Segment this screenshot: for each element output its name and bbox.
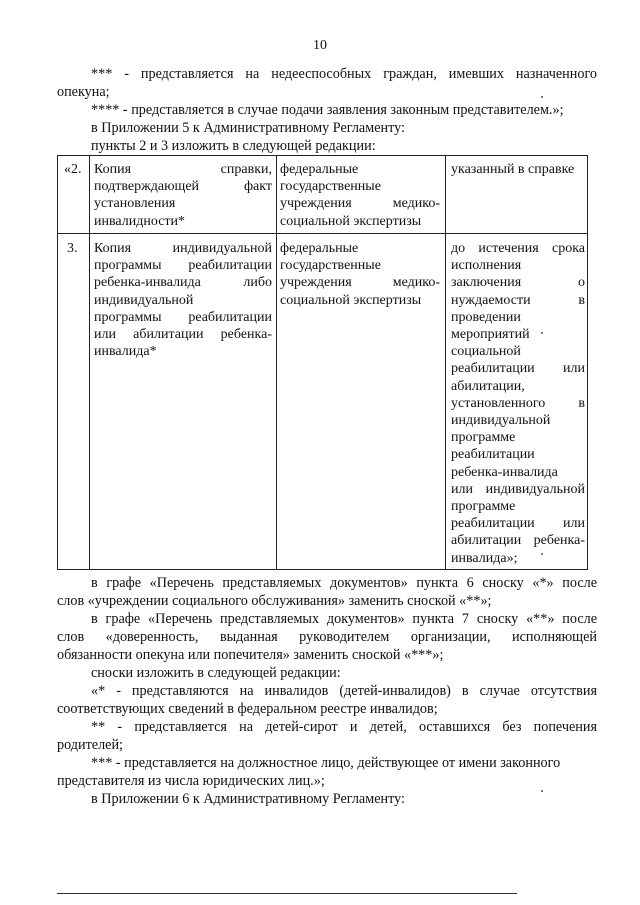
cell-line: федеральные	[280, 162, 359, 177]
row-divider	[58, 233, 587, 234]
cell-line: программы реабилитации	[94, 309, 272, 325]
cell-line: инвалида*	[94, 344, 157, 360]
text-line: в графе «Перечень представляемых документов» пункта 6 сноску «*» после	[91, 575, 597, 591]
text-line: «* - представляются на инвалидов (детей-инвалидов) в случае отсутствия	[91, 683, 597, 699]
page-number: 10	[313, 38, 327, 53]
document-cell	[94, 161, 272, 230]
cell-line: исполнения	[451, 258, 522, 274]
text-line: сноски изложить в следующей редакции:	[91, 665, 341, 681]
organization-cell	[280, 161, 440, 230]
column-divider	[276, 156, 277, 569]
cell-line: или индивидуальной	[451, 481, 585, 497]
documents-table	[57, 155, 588, 570]
cell-line: индивидуальной	[94, 292, 194, 308]
cell-line: инвалида»;	[451, 550, 518, 566]
scan-speck	[541, 790, 543, 792]
scan-speck	[541, 332, 543, 334]
text-line: *** - представляется на должностное лицо, действующее от имени законного	[91, 755, 561, 771]
text-line: обязанности опекуна или попечителя» заменить сноской «***»;	[57, 647, 444, 663]
text-line: слов «доверенность, выданная руководителем организации, исполняющей	[57, 629, 597, 645]
row-number: «2.	[64, 162, 82, 177]
footer-rule	[57, 893, 517, 894]
cell-line: индивидуальной	[451, 413, 551, 429]
cell-line: абилитации ребенка-	[451, 533, 585, 549]
column-divider	[89, 156, 90, 569]
column-divider	[445, 156, 446, 569]
text-line: опекуна;	[57, 84, 110, 100]
cell-line: программе	[451, 499, 516, 515]
cell-line: реабилитации	[451, 447, 535, 463]
cell-line: подтверждающей факт	[94, 179, 272, 195]
text-line: слов «учреждении социального обслуживания» заменить сноской «**»;	[57, 593, 492, 609]
cell-line: до истечения срока	[451, 241, 585, 256]
cell-line: мероприятий	[451, 327, 530, 343]
cell-line: нуждаемости в	[451, 292, 585, 308]
text-line: в Приложении 6 к Административному Регламенту:	[91, 791, 405, 807]
cell-line: государственные	[280, 179, 381, 195]
term-cell	[451, 240, 585, 567]
cell-line: реабилитации или	[451, 516, 585, 532]
text-line: в графе «Перечень представляемых документов» пункта 7 сноску «**» после	[91, 611, 597, 627]
cell-line: установленного в	[451, 395, 585, 411]
cell-line: социальной экспертизы	[280, 292, 422, 308]
cell-line: учреждения медико-	[280, 196, 440, 212]
text-line: представителя из числа юридических лиц.»;	[57, 773, 325, 789]
cell-line: указанный в справке	[451, 162, 575, 177]
scan-speck	[541, 96, 543, 98]
cell-line: абилитации,	[451, 378, 525, 394]
cell-line: или абилитации ребенка-	[94, 327, 272, 343]
text-line: соответствующих сведений в федеральном реестре инвалидов;	[57, 701, 438, 717]
document-cell	[94, 240, 272, 360]
text-line: в Приложении 5 к Административному Регламенту:	[91, 120, 405, 136]
scan-speck	[541, 553, 543, 555]
cell-line: ребенка-инвалида	[451, 464, 558, 480]
text-line: ** - представляется на детей-сирот и детей, оставшихся без попечения	[91, 719, 597, 735]
cell-line: установления	[94, 196, 176, 212]
cell-line: социальной	[451, 344, 521, 360]
cell-line: проведении	[451, 309, 521, 325]
cell-line: инвалидности*	[94, 213, 186, 229]
term-cell	[451, 161, 585, 178]
cell-line: реабилитации или	[451, 361, 585, 377]
cell-line: государственные	[280, 258, 381, 274]
cell-line: программе	[451, 430, 516, 446]
text-line: пункты 2 и 3 изложить в следующей редакции:	[91, 138, 376, 154]
text-line: *** - представляется на недееспособных граждан, имевших назначенного	[91, 66, 597, 82]
cell-line: федеральные	[280, 241, 359, 256]
cell-line: учреждения медико-	[280, 275, 440, 291]
cell-line: социальной экспертизы	[280, 213, 422, 229]
cell-line: Копия справки,	[94, 162, 272, 177]
row-number: 3.	[67, 241, 78, 256]
cell-line: программы реабилитации	[94, 258, 272, 274]
cell-line: заключения о	[451, 275, 585, 291]
cell-line: ребенка-инвалида либо	[94, 275, 272, 291]
text-line: родителей;	[57, 737, 123, 753]
cell-line: Копия индивидуальной	[94, 241, 272, 256]
organization-cell	[280, 240, 440, 309]
text-line: **** - представляется в случае подачи заявления законным представителем.»;	[91, 102, 564, 118]
